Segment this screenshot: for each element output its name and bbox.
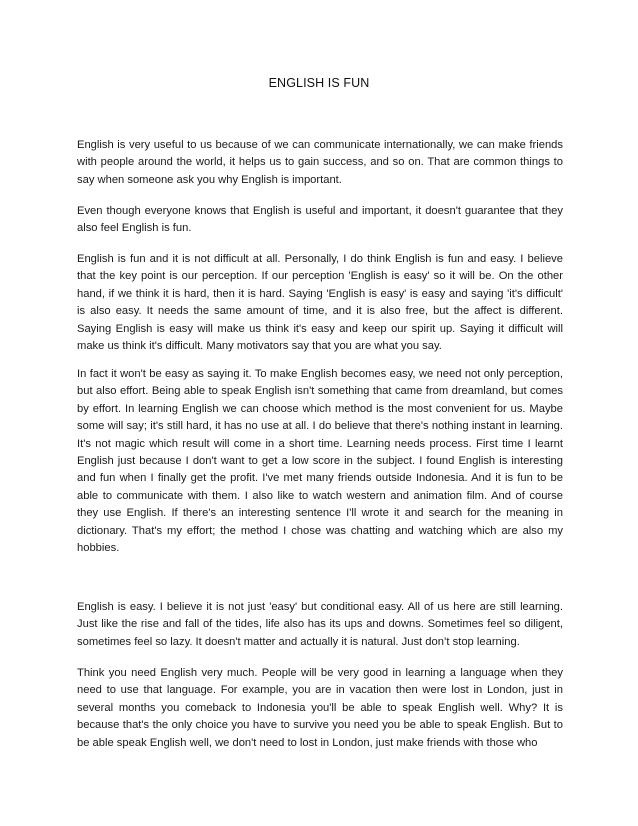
paragraph-5: English is easy. I believe it is not just 'easy' but conditional easy. All of us here are still learning. Just like the rise and fall of the tides, life also has its ups and downs. Sometimes feel so diligent, sometimes feel so lazy. It doesn't matter and actually it is natural. Just don’t stop learning. (77, 601, 563, 648)
document-title: ENGLISH IS FUN (268, 76, 370, 90)
paragraph-6: Think you need English very much. People will be very good in learning a language when they need to use that language. For example, you are in vacation then were lost in London, just in several months you comeback to Indonesia you'll be able to speak English well. Why? It is because that's the only choice you have to survive you need you be able to speak English. But to be able speak English well, we don't need to lost in London, just make friends with those who (77, 667, 563, 749)
paragraph-2: Even though everyone knows that English is useful and important, it doesn't guarantee that they also feel English is fun. (77, 205, 563, 235)
paragraph-4: In fact it won't be easy as saying it. To make English becomes easy, we need not only perception, but also effort. Being able to speak English isn't something that came from dreamland, but comes by effort. In learning English we can choose which method is the most convenient for us. Maybe some will say; it's still hard, it has no use at all. I do believe that there's nothing instant in learning. It's not magic which result will come in a short time. Learning needs process. First time I learnt English just because I don't want to get a low score in the subject. I found English is interesting and fun when I finally get the profit. I've met many friends outside Indonesia. And it is fun to be able to communicate with them. I also like to watch western and animation film. And of course they use English. If there's an interesting sentence I'll wrote it and search for the meaning in dictionary. That's my effort; the method I chose was chatting and watching which are also my hobbies. (77, 368, 563, 555)
paragraph-3: English is fun and it is not difficult at all. Personally, I do think English is fun and easy. I believe that the key point is our perception. If our perception 'English is easy' so it will be. On the other hand, if we think it is hard, then it is hard. Saying 'English is easy' is easy and saying 'it's difficult' is also easy. It needs the same amount of time, and it is also free, but the affect is different. Saying English is easy will make us think it's easy and keep our spirit up. Saying it difficult will make us think it's difficult. Many motivators say that you are what you say. (77, 253, 563, 353)
paragraph-1: English is very useful to us because of we can communicate internationally, we can make friends with people around the world, it helps us to gain success, and so on. That are common things to say when someone ask you why English is important. (77, 139, 563, 186)
